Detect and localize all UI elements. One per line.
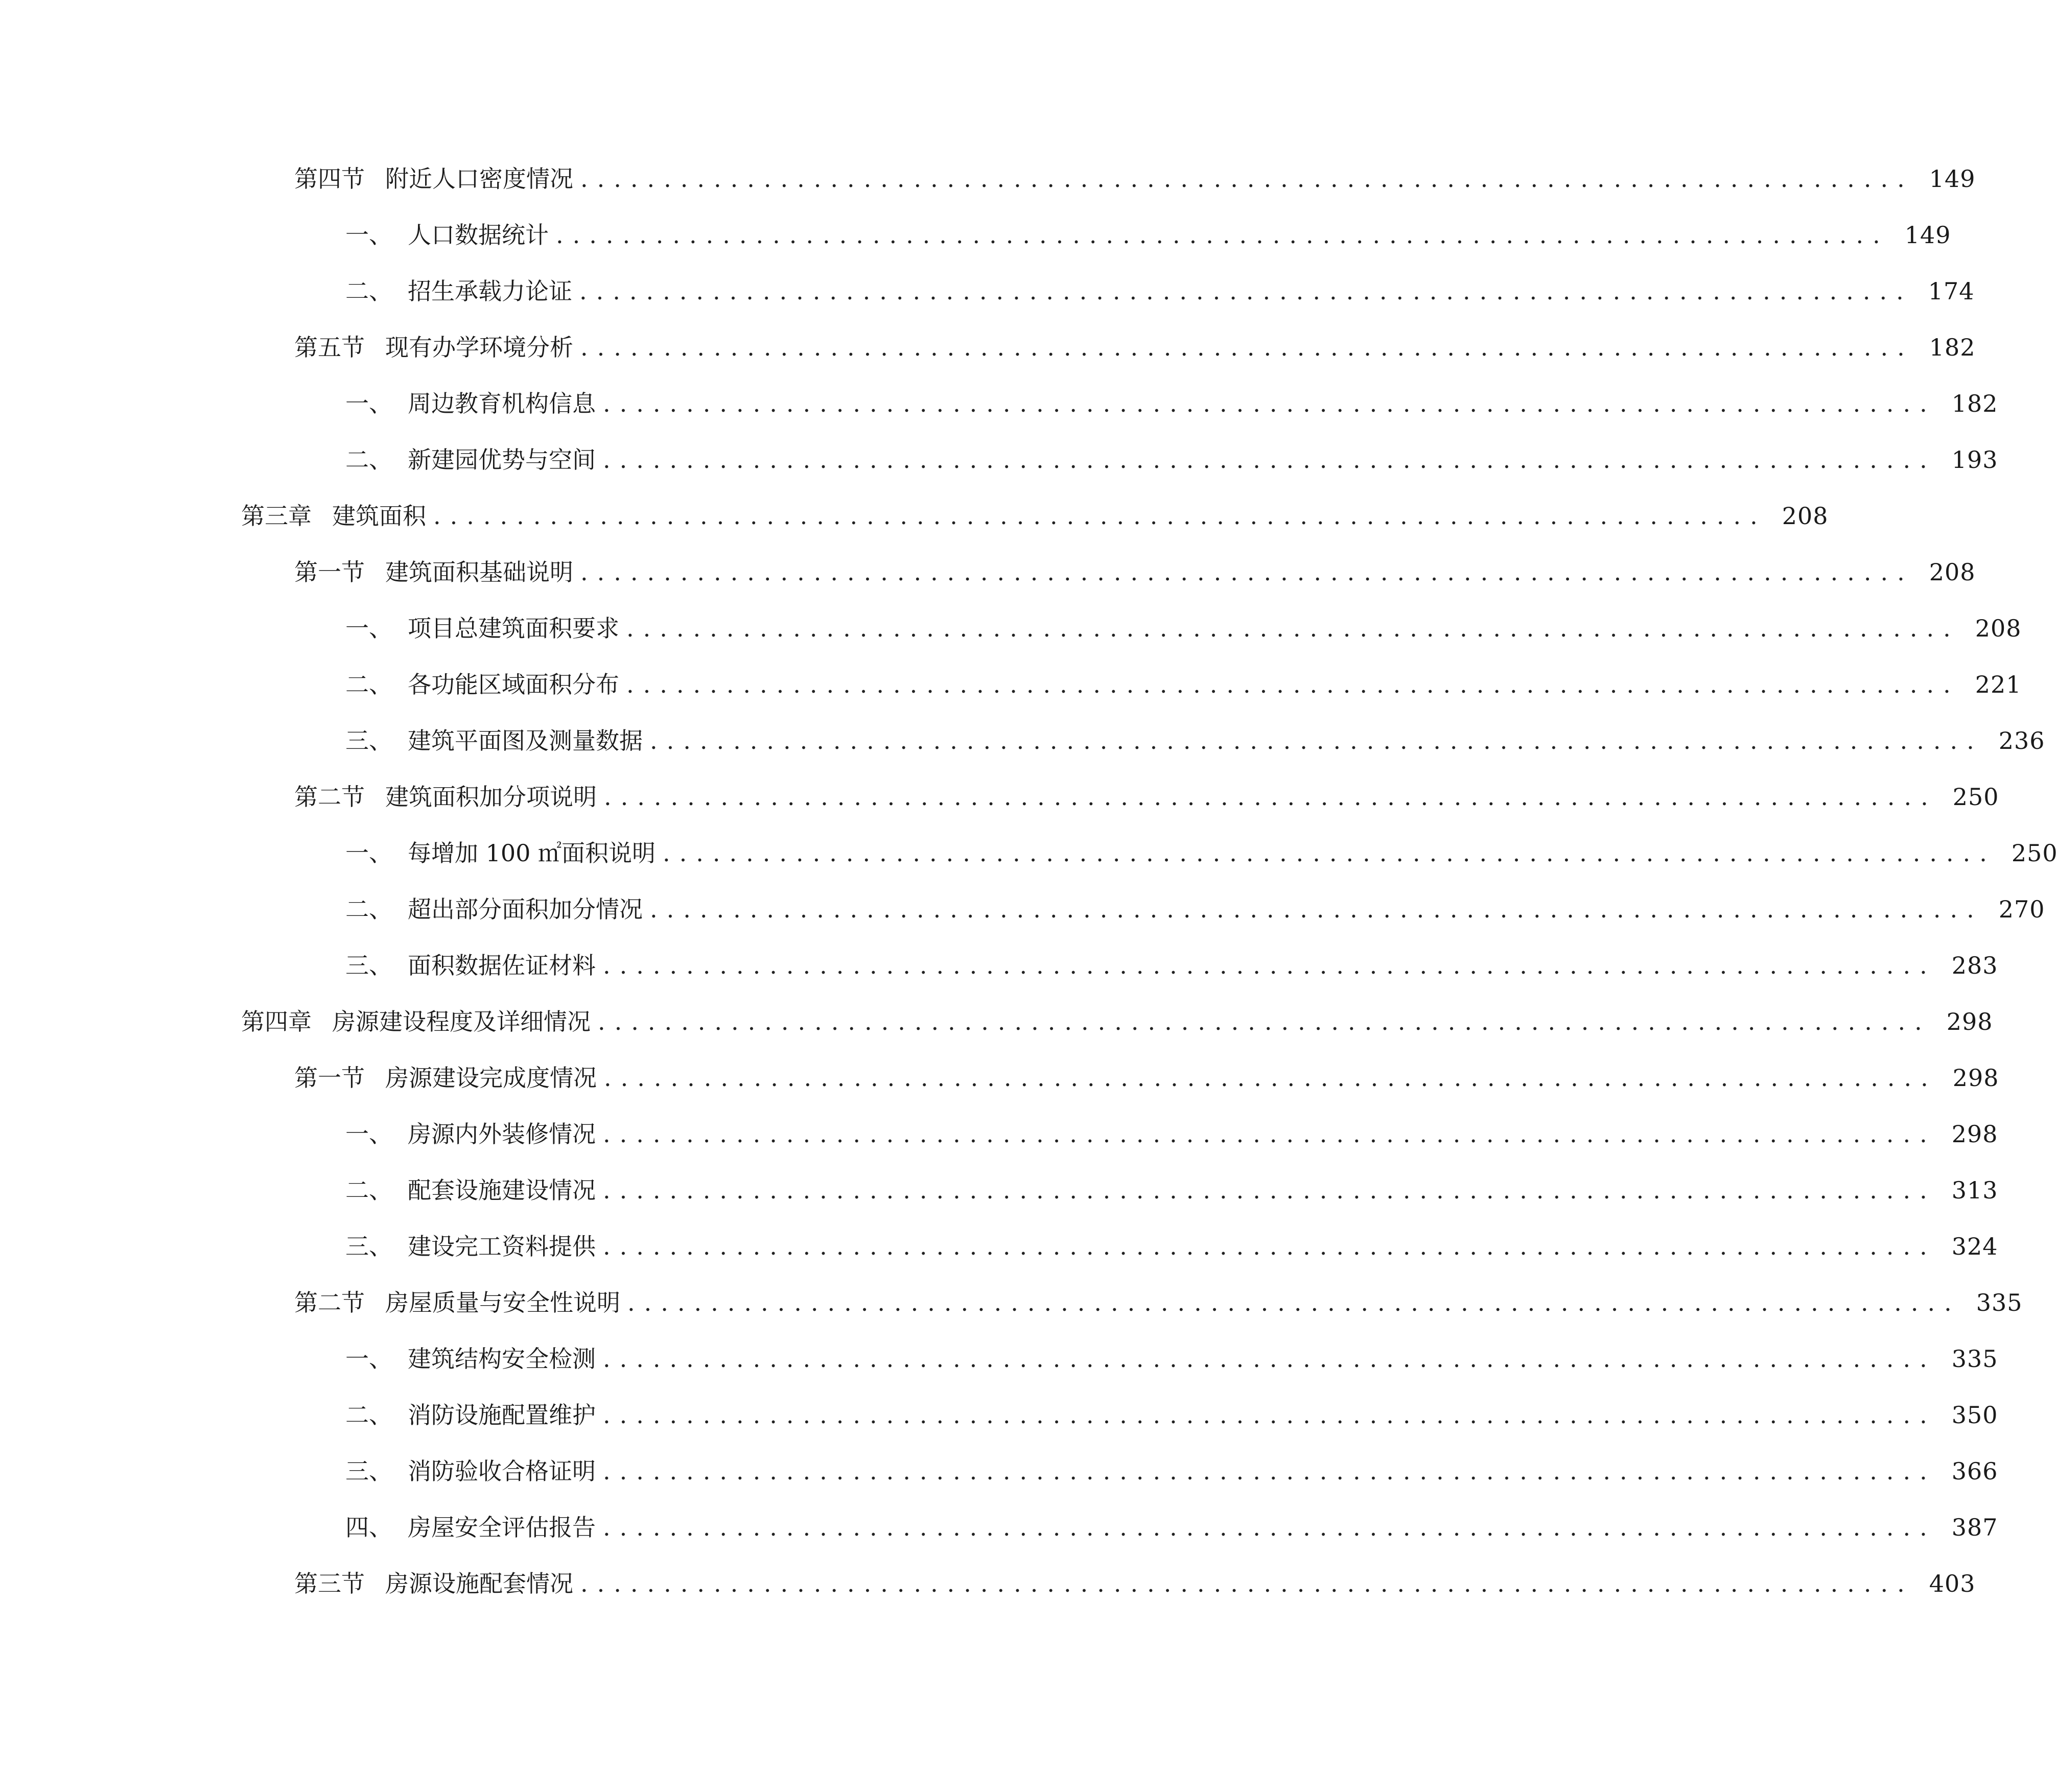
toc-entry-chapter[interactable] <box>0 488 1829 544</box>
toc-entry-item[interactable] <box>0 600 2022 656</box>
toc-entry-page-number: 298 <box>1952 1064 1999 1092</box>
toc-entry-number: 三、 <box>345 1457 392 1485</box>
toc-entry-page-number: 236 <box>1998 727 2045 754</box>
toc-entry-number: 第二节 <box>294 1289 365 1316</box>
toc-entry-chapter[interactable] <box>0 994 1993 1050</box>
toc-entry-section[interactable] <box>0 319 1976 375</box>
toc-leader-dots: ................................................................................ <box>663 839 1996 867</box>
toc-entry-number: 三、 <box>345 1233 392 1260</box>
toc-entry-heading <box>345 1235 603 1258</box>
toc-entry-heading <box>241 504 433 528</box>
toc-entry-title: 建筑面积 <box>332 502 426 530</box>
toc-entry-section[interactable] <box>0 151 1976 207</box>
toc-entry-heading <box>294 1572 580 1595</box>
toc-entry-item[interactable] <box>0 1443 1998 1499</box>
toc-entry-number: 一、 <box>345 615 392 642</box>
toc-entry-number: 第五节 <box>294 334 365 361</box>
toc-leader-dots: ................................................................................ <box>650 895 1983 923</box>
toc-leader-dots: ................................................................................ <box>603 1120 1936 1148</box>
toc-entry-page-number: 182 <box>1929 334 1976 361</box>
toc-leader-dots: ................................................................................ <box>626 671 1960 698</box>
toc-entry-title: 现有办学环境分析 <box>385 334 573 361</box>
toc-entry-page-number: 366 <box>1951 1457 1998 1485</box>
toc-entry-title: 周边教育机构信息 <box>408 390 596 417</box>
toc-entry-heading <box>294 167 580 191</box>
toc-leader-dots: ................................................................................ <box>627 1289 1961 1316</box>
toc-entry-item[interactable] <box>0 937 1998 994</box>
toc-entry-heading <box>345 1516 603 1539</box>
toc-entry-heading <box>241 1010 598 1033</box>
toc-entry-item[interactable] <box>0 1499 1998 1555</box>
toc-entry-section[interactable] <box>0 1555 1976 1612</box>
toc-entry-number: 一、 <box>345 1345 392 1373</box>
toc-entry-title: 建筑面积基础说明 <box>385 558 573 586</box>
toc-entry-page-number: 250 <box>2011 839 2058 867</box>
toc-entry-item[interactable] <box>0 1331 1998 1387</box>
toc-entry-page-number: 387 <box>1951 1514 1998 1541</box>
toc-entry-page-number: 335 <box>1976 1289 2023 1316</box>
toc-entry-page-number: 298 <box>1951 1120 1998 1148</box>
toc-entry-title: 附近人口密度情况 <box>385 165 573 193</box>
toc-entry-page-number: 250 <box>1952 783 1999 811</box>
toc-entry-heading <box>294 560 580 584</box>
toc-entry-title: 消防验收合格证明 <box>408 1457 596 1485</box>
toc-entry-page-number: 313 <box>1951 1176 1998 1204</box>
toc-entry-title: 房源设施配套情况 <box>385 1570 573 1597</box>
table-of-contents <box>0 151 2058 1612</box>
toc-entry-item[interactable] <box>0 1387 1998 1443</box>
toc-leader-dots: ................................................................................ <box>603 1401 1936 1429</box>
toc-entry-section[interactable] <box>0 1275 2023 1331</box>
toc-entry-number: 二、 <box>345 1176 392 1204</box>
toc-entry-number: 二、 <box>345 446 392 474</box>
toc-entry-number: 一、 <box>345 390 392 417</box>
toc-entry-item[interactable] <box>0 1218 1998 1275</box>
toc-entry-title: 超出部分面积加分情况 <box>408 895 643 923</box>
toc-leader-dots: ................................................................................ <box>580 334 1914 361</box>
toc-entry-number: 第一节 <box>294 1064 365 1092</box>
toc-entry-heading <box>345 1347 603 1371</box>
toc-entry-number: 二、 <box>345 671 392 698</box>
toc-entry-number: 二、 <box>345 895 392 923</box>
toc-leader-dots: ................................................................................ <box>433 502 1767 530</box>
toc-entry-title: 配套设施建设情况 <box>408 1176 596 1204</box>
toc-entry-number: 第三章 <box>241 502 312 530</box>
toc-leader-dots: ................................................................................ <box>603 1233 1936 1260</box>
toc-entry-section[interactable] <box>0 544 1976 600</box>
toc-entry-heading <box>345 617 626 640</box>
toc-entry-section[interactable] <box>0 769 1999 825</box>
toc-entry-heading <box>345 954 603 977</box>
toc-entry-number: 二、 <box>345 277 392 305</box>
toc-entry-title: 每增加 100 ㎡面积说明 <box>408 839 656 867</box>
toc-entry-heading <box>345 1459 603 1483</box>
toc-entry-number: 三、 <box>345 952 392 979</box>
toc-entry-number: 二、 <box>345 1401 392 1429</box>
toc-entry-page-number: 403 <box>1929 1570 1976 1597</box>
toc-entry-heading <box>345 673 626 696</box>
toc-entry-title: 房源建设完成度情况 <box>385 1064 597 1092</box>
toc-leader-dots: ................................................................................ <box>603 1176 1936 1204</box>
toc-entry-title: 房屋安全评估报告 <box>408 1514 596 1541</box>
toc-entry-item[interactable] <box>0 1106 1998 1162</box>
toc-entry-number: 第四节 <box>294 165 365 193</box>
toc-entry-title: 房源建设程度及详细情况 <box>332 1008 591 1035</box>
toc-entry-number: 第四章 <box>241 1008 312 1035</box>
toc-entry-item[interactable] <box>0 881 2045 937</box>
toc-leader-dots: ................................................................................ <box>556 221 1889 249</box>
toc-entry-number: 一、 <box>345 1120 392 1148</box>
toc-entry-title: 面积数据佐证材料 <box>408 952 596 979</box>
toc-entry-page-number: 270 <box>1998 895 2045 923</box>
toc-leader-dots: ................................................................................ <box>603 952 1936 979</box>
toc-entry-number: 三、 <box>345 727 392 754</box>
toc-leader-dots: ................................................................................ <box>604 783 1937 811</box>
toc-entry-heading <box>294 1066 604 1090</box>
toc-entry-heading <box>345 895 650 923</box>
toc-entry-title: 人口数据统计 <box>408 221 549 249</box>
toc-entry-number: 第一节 <box>294 558 365 586</box>
toc-entry-page-number: 193 <box>1951 446 1998 474</box>
toc-entry-item[interactable] <box>0 432 1998 488</box>
toc-leader-dots: ................................................................................ <box>626 615 1960 642</box>
toc-leader-dots: ................................................................................ <box>579 277 1913 305</box>
toc-entry-page-number: 208 <box>1929 558 1976 586</box>
toc-entry-title: 项目总建筑面积要求 <box>408 615 619 642</box>
toc-leader-dots: ................................................................................ <box>650 727 1983 754</box>
toc-entry-title: 建筑平面图及测量数据 <box>408 727 643 754</box>
toc-entry-item[interactable] <box>0 713 2045 769</box>
toc-entry-title: 新建园优势与空间 <box>408 446 596 474</box>
toc-entry-page-number: 208 <box>1782 502 1829 530</box>
toc-leader-dots: ................................................................................ <box>603 1345 1936 1373</box>
toc-entry-title: 消防设施配置维护 <box>408 1401 596 1429</box>
toc-leader-dots: ................................................................................ <box>604 1064 1937 1092</box>
toc-entry-item[interactable] <box>0 207 1951 263</box>
toc-entry-item[interactable] <box>0 375 1998 432</box>
toc-leader-dots: ................................................................................ <box>580 1570 1914 1597</box>
toc-entry-title: 房屋质量与安全性说明 <box>385 1289 620 1316</box>
toc-entry-page-number: 221 <box>1975 671 2022 698</box>
toc-entry-heading <box>345 279 579 303</box>
toc-leader-dots: ................................................................................ <box>580 558 1914 586</box>
toc-entry-title: 招生承载力论证 <box>408 277 572 305</box>
toc-leader-dots: ................................................................................ <box>603 390 1936 417</box>
toc-entry-page-number: 324 <box>1951 1233 1998 1260</box>
toc-entry-item[interactable] <box>0 825 2058 881</box>
toc-entry-page-number: 350 <box>1951 1401 1998 1429</box>
toc-entry-number: 第三节 <box>294 1570 365 1597</box>
toc-entry-heading <box>345 392 603 415</box>
toc-leader-dots: ................................................................................ <box>603 446 1936 474</box>
toc-entry-item[interactable] <box>0 656 2022 713</box>
toc-entry-heading <box>345 446 603 474</box>
toc-entry-number: 一、 <box>345 839 392 867</box>
toc-leader-dots: ................................................................................ <box>580 165 1914 193</box>
toc-entry-heading <box>294 785 604 809</box>
toc-entry-heading <box>294 336 580 359</box>
toc-entry-page-number: 174 <box>1928 277 1975 305</box>
toc-entry-title: 建设完工资料提供 <box>408 1233 596 1260</box>
toc-entry-heading <box>345 1403 603 1427</box>
toc-entry-heading <box>345 1178 603 1202</box>
toc-entry-item[interactable] <box>0 1162 1998 1218</box>
toc-entry-number: 第二节 <box>294 783 365 811</box>
toc-leader-dots: ................................................................................ <box>603 1457 1936 1485</box>
toc-entry-heading <box>345 841 663 865</box>
toc-entry-title: 各功能区域面积分布 <box>408 671 619 698</box>
toc-entry-section[interactable] <box>0 1050 1999 1106</box>
toc-entry-title: 房源内外装修情况 <box>408 1120 596 1148</box>
toc-entry-heading <box>345 729 650 752</box>
toc-entry-item[interactable] <box>0 263 1975 319</box>
toc-entry-page-number: 149 <box>1904 221 1951 249</box>
toc-entry-heading <box>345 223 556 247</box>
toc-entry-page-number: 208 <box>1975 615 2022 642</box>
toc-entry-heading <box>345 1122 603 1146</box>
toc-entry-page-number: 283 <box>1951 952 1998 979</box>
toc-entry-number: 一、 <box>345 221 392 249</box>
toc-entry-title: 建筑面积加分项说明 <box>385 783 597 811</box>
toc-leader-dots: ................................................................................ <box>598 1008 1931 1035</box>
toc-entry-page-number: 149 <box>1929 165 1976 193</box>
toc-entry-page-number: 335 <box>1951 1345 1998 1373</box>
toc-entry-page-number: 182 <box>1951 390 1998 417</box>
toc-leader-dots: ................................................................................ <box>603 1514 1936 1541</box>
toc-entry-number: 四、 <box>345 1514 392 1541</box>
toc-entry-title: 建筑结构安全检测 <box>408 1345 596 1373</box>
toc-entry-heading <box>294 1291 627 1314</box>
toc-entry-page-number: 298 <box>1946 1008 1993 1035</box>
